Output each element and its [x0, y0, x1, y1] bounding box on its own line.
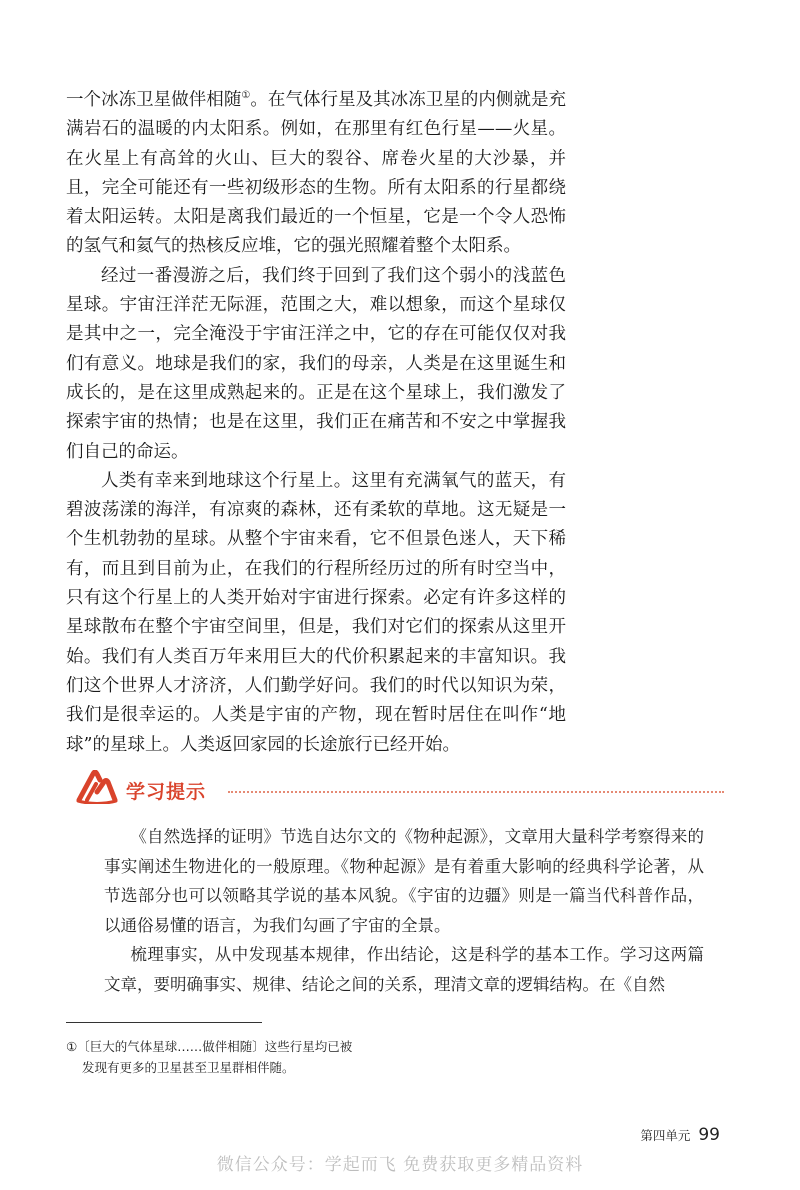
page-number: 99 — [698, 1125, 720, 1145]
paragraph-1 — [66, 86, 566, 262]
footnote-ref[interactable]: ① — [241, 90, 251, 102]
paragraph-3: 人类有幸来到地球这个行星上。这里有充满氧气的蓝天，有碧波荡漾的海洋，有凉爽的森林，还有柔软的草地。这无疑是一个生机勃勃的星球。从整个宇宙来看，它不但景色迷人，天下稀有，而且到目前为止，在我们的行程所经历过的所有时空当中，只有这个行星上的人类开始对宇宙进行探索。必定有许多这样的星球散布在整个宇宙空间里，但是，我们对它们的探索从这里开始。我们有人类百万年来用巨大的代价积累起来的丰富知识。我们这个世界人才济济，人们勤学好问。我们的时代以知识为荣，我们是很幸运的。人类是宇宙的产物，现在暂时居住在叫作“地球”的星球上。人类返回家园的长途旅行已经开始。 — [66, 470, 566, 755]
paragraph-2: 经过一番漫游之后，我们终于回到了我们这个弱小的浅蓝色星球。宇宙汪洋茫无际涯，范围之大，难以想象，而这个星球仅是其中之一，完全淹没于宇宙汪洋之中，它的存在可能仅仅对我们有意义。地球是我们的家，我们的母亲，人类是在这里诞生和成长的，是在这里成熟起来的。正是在这个星球上，我们激发了探索宇宙的热情；也是在这里，我们正在痛苦和不安之中掌握我们自己的命运。 — [66, 265, 566, 462]
study-tips-icon — [76, 770, 118, 804]
footnote — [66, 1036, 366, 1078]
dotted-divider — [228, 791, 724, 793]
tips-paragraph-2: 梳理事实，从中发现基本规律，作出结论，这是科学的基本工作。学习这两篇文章，要明确事实、规律、结论之间的关系，理清文章的逻辑结构。在《自然 — [104, 945, 704, 994]
tips-paragraph-1: 《自然选择的证明》节选自达尔文的《物种起源》，文章用大量科学考察得来的事实阐述生物进化的一般原理。《物种起源》是有着重大影响的经典科学论著，从节选部分也可以领略其学说的基本风貌。《宇宙的边疆》则是一篇当代科普作品，以通俗易懂的语言，为我们勾画了宇宙的全景。 — [104, 827, 704, 935]
page-footer — [640, 1125, 720, 1145]
footnote-line-1: ①〔巨大的气体星球……做伴相随〕这些行星均已被 — [66, 1039, 353, 1054]
paragraph-1-start: 一个冰冻卫星做伴相随 — [66, 90, 242, 110]
unit-label: 第四单元 — [640, 1128, 691, 1143]
main-text — [66, 86, 566, 760]
watermark: 微信公众号：学起而飞 免费获取更多精品资料 — [216, 1155, 584, 1175]
study-tips-text — [104, 822, 704, 999]
paragraph-1-rest: 。在气体行星及其冰冻卫星的内侧就是充满岩石的温暖的内太阳系。例如，在那里有红色行星——火星。在火星上有高耸的火山、巨大的裂谷、席卷火星的大沙暴，并且，完全可能还有一些初级形态的生物。所有太阳系的行星都绕着太阳运转。太阳是离我们最近的一个恒星，它是一个令人恐怖的氢气和氦气的热核反应堆，它的强光照耀着整个太阳系。 — [66, 90, 567, 257]
study-tips-title: 学习提示 — [126, 781, 207, 803]
footnote-rule — [66, 1022, 262, 1023]
footnote-line-2: 发现有更多的卫星甚至卫星群相伴随。 — [82, 1060, 295, 1075]
study-tips-header — [76, 770, 726, 810]
